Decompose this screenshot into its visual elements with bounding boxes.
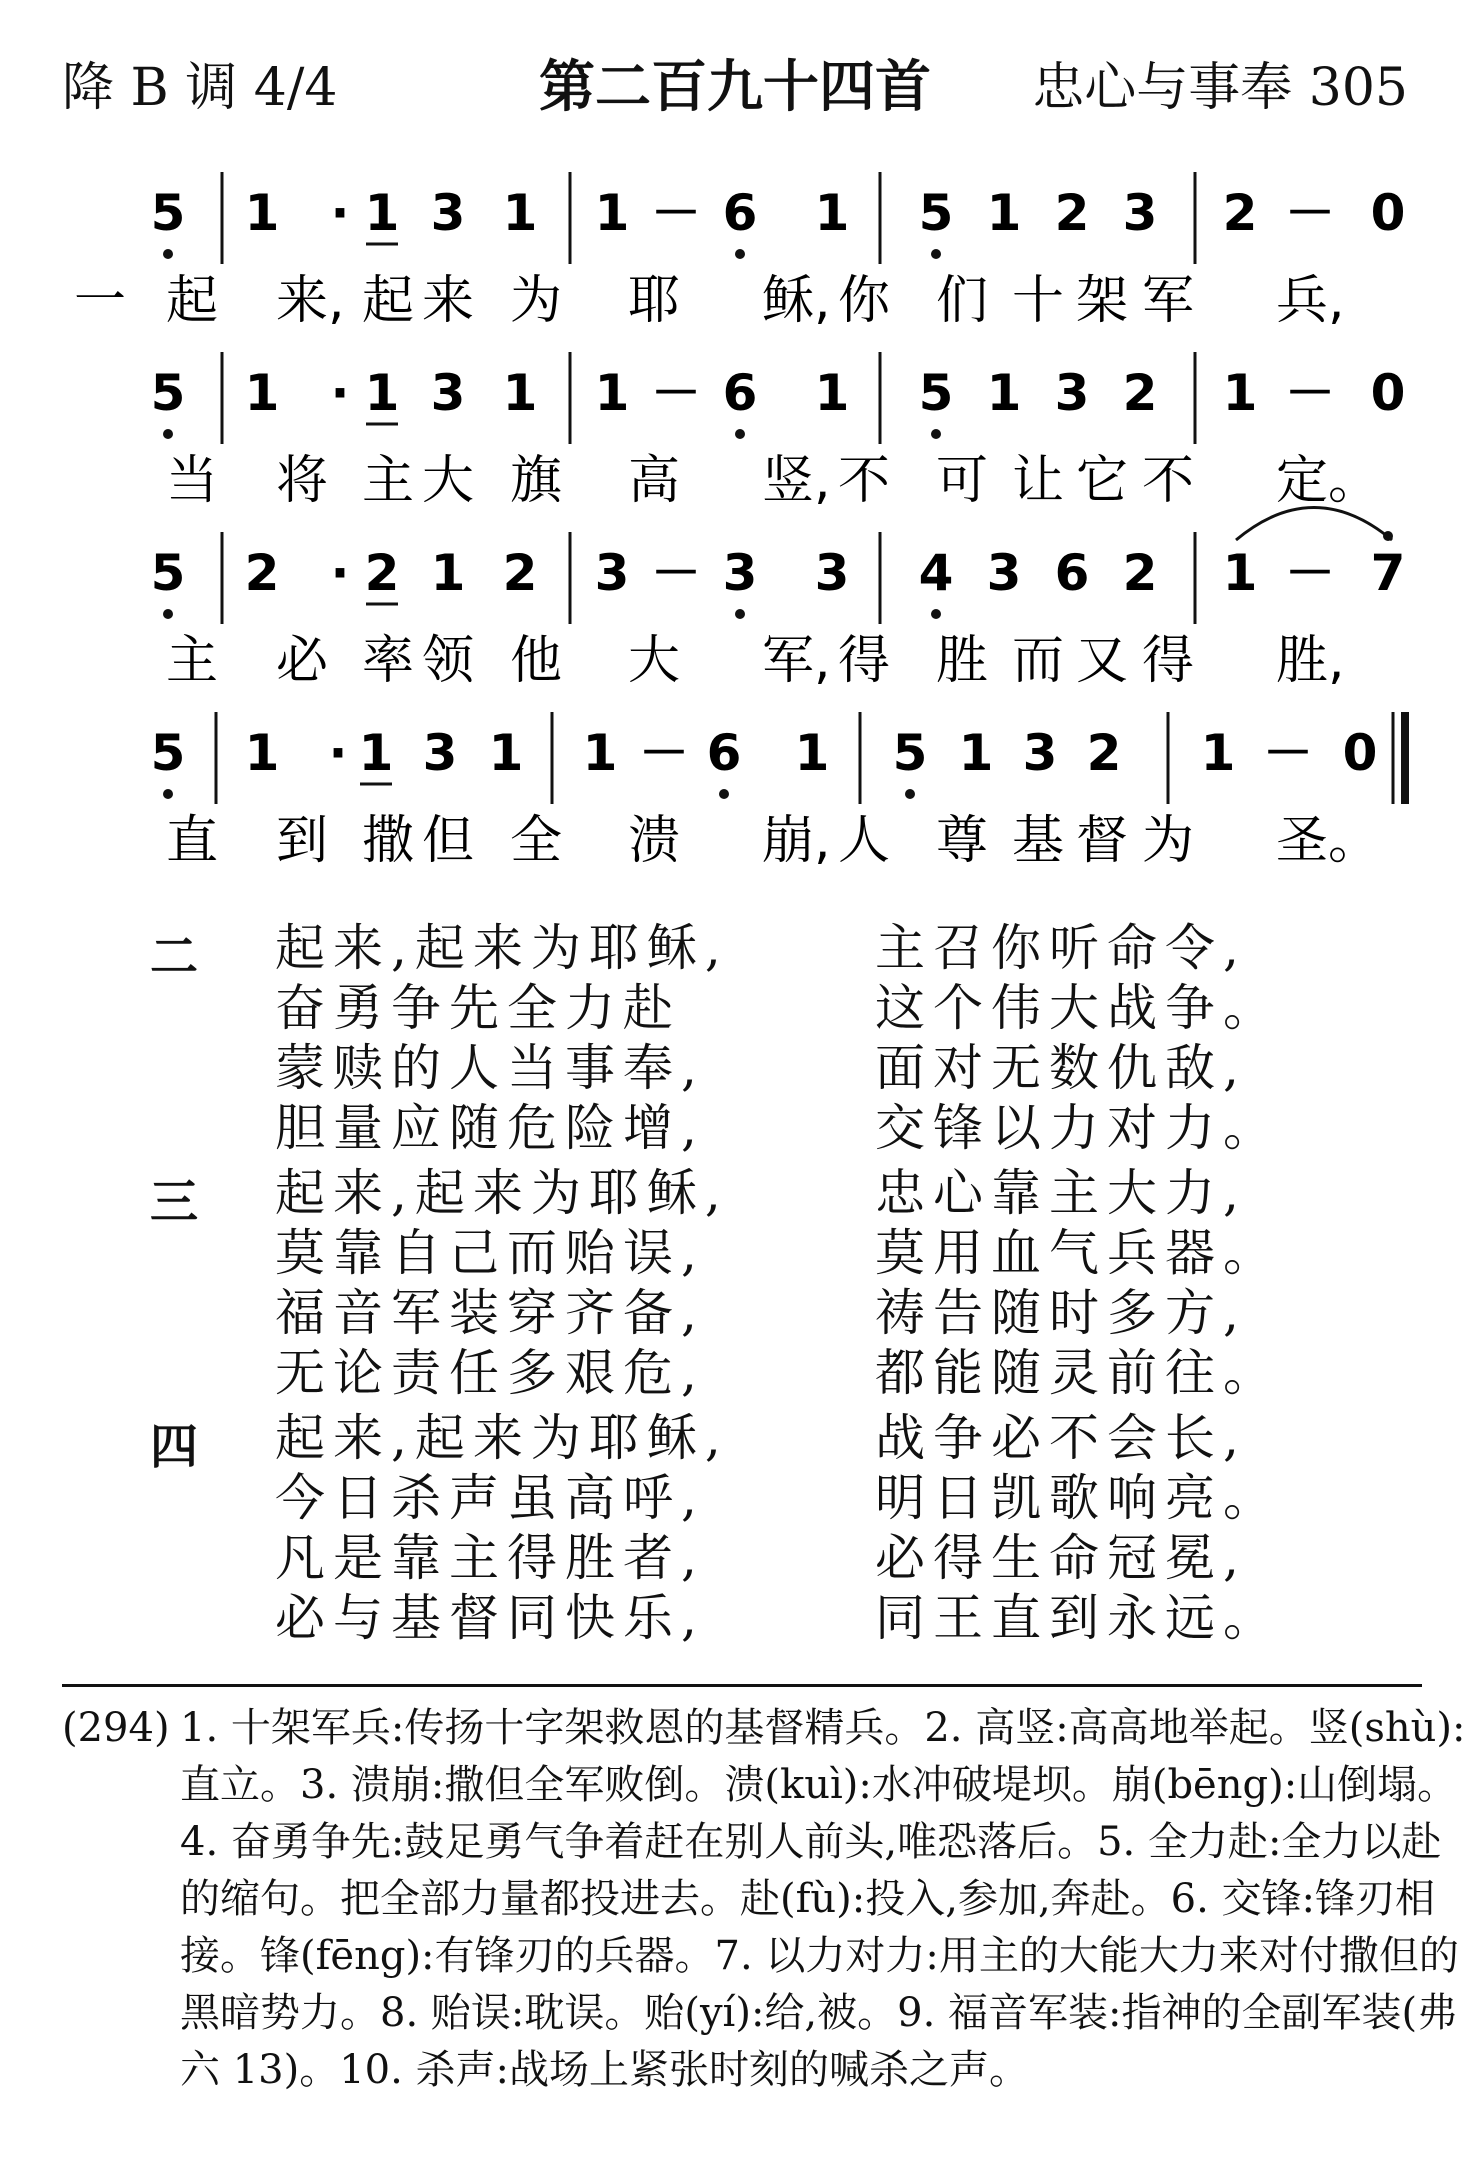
note: 0 [1370,184,1406,242]
lyric-syllable: 督 [1076,811,1129,871]
verse-block [150,1163,1350,1403]
note: 1 [986,184,1022,242]
notes-divider [62,1684,1422,1687]
lyric-syllable: 主 [166,631,219,691]
lyric-syllable: 胜, [1276,631,1345,691]
note: 2 [1086,724,1122,782]
low-octave-dot [735,429,745,439]
note: 1 [430,544,466,602]
note: 5 [918,364,954,422]
note: 3 [722,544,758,602]
note: 1 [244,724,280,782]
pickup-note: 5 [150,184,186,242]
lyric-syllable: 起 [362,271,415,331]
footnotes-text: 1. 十架军兵:传扬十字架救恩的基督精兵。2. 高竖:高高地举起。竖(shù):直立。3. 溃崩:撒但全军败倒。溃(kuì):水冲破堤坝。崩(bēng):山倒塌。4. 奋勇争先:鼓足勇气争着赶在别人前头,唯恐落后。5. 全力赴:全力以赴的缩句。把全部力量都投进去。赴(fù):投入,参加,奔赴。6. 交锋:锋刃相接。锋(fēng):有锋刃的兵器。7. 以力对力:用主的大能大力来对付撒但的黑暗势力。8. 贻误:耽误。贻(yí):给,被。9. 福音军装:指神的全副军装(弗六 13)。10. 杀声:战场上紧张时刻的喊杀之声。 [180,1705,1466,2093]
note: 1 [1222,364,1258,422]
verse-line-first-half: 胆量应随危险增, [275,1099,705,1157]
lyric-syllable: 为 [1142,811,1195,871]
dot-mark: · [330,544,350,602]
note: 1 [958,724,994,782]
verse-line-first-half: 起来,起来为耶稣, [275,1164,729,1222]
note: 2 [364,544,400,602]
verse-number: 三 [150,1174,199,1230]
lyric-syllable: 来, [276,271,345,331]
score-notation [0,0,1470,900]
verse-line-second-half: 忠心靠主大力, [875,1164,1247,1222]
dot-mark: · [328,724,348,782]
verse-line-second-half: 这个伟大战争。 [875,979,1281,1037]
note: 1 [502,184,538,242]
lyric-syllable: 崩, [762,811,831,871]
lyric-syllable: 耶 [628,271,681,331]
verse-line-second-half: 莫用血气兵器。 [875,1224,1281,1282]
lyric-syllable: 而 [1012,631,1065,691]
note: 1 [488,724,524,782]
low-octave-dot [905,789,915,799]
verse-line-second-half: 祷告随时多方, [875,1284,1247,1342]
note: 3 [814,544,850,602]
lyric-syllable: 得 [1142,631,1195,691]
low-octave-dot [163,429,173,439]
lyric-syllable: 不 [838,451,891,511]
lyric-syllable: 它 [1076,451,1129,511]
verse-marker: 一 [73,271,127,331]
verse-line-second-half: 战争必不会长, [875,1409,1247,1467]
note: 3 [986,544,1022,602]
note: 1 [1222,544,1258,602]
note: 1 [244,184,280,242]
lyric-syllable: 胜 [936,631,989,691]
verse-line-second-half: 交锋以力对力。 [875,1099,1281,1157]
note: 1 [594,364,630,422]
lyric-syllable: 又 [1076,631,1129,691]
verse-line [150,1343,1350,1403]
lyric-syllable: 主 [362,451,415,511]
dash-mark: － [1285,184,1335,242]
low-octave-dot [719,789,729,799]
hymn-title: 第二百九十四首 [539,55,931,120]
dash-mark: － [639,724,689,782]
note: 0 [1370,364,1406,422]
verse-line [150,978,1350,1038]
note: 3 [422,724,458,782]
verse-line-first-half: 今日杀声虽高呼, [275,1469,705,1527]
low-octave-dot [163,609,173,619]
low-octave-dot [931,429,941,439]
lyric-syllable: 必 [276,631,329,691]
note: 3 [430,184,466,242]
verse-block [150,918,1350,1158]
low-octave-dot [735,609,745,619]
verse-line [150,1588,1350,1648]
low-octave-dot [163,789,173,799]
verse-line-first-half: 福音军装穿齐备, [275,1284,705,1342]
lyric-syllable: 为 [510,271,563,331]
low-octave-dot [735,249,745,259]
dash-mark: － [651,184,701,242]
verse-line [150,1163,1350,1223]
verse-line-first-half: 莫靠自己而贻误, [275,1224,705,1282]
note: 2 [1054,184,1090,242]
lyric-syllable: 基 [1012,811,1065,871]
verse-line [150,1223,1350,1283]
lyric-syllable: 将 [276,451,329,511]
lyric-syllable: 大 [628,631,681,691]
note: 2 [1222,184,1258,242]
lyric-syllable: 到 [276,811,329,871]
verse-line [150,918,1350,978]
verse-line-first-half: 起来,起来为耶稣, [275,919,729,977]
note: 2 [1122,364,1158,422]
note: 1 [502,364,538,422]
lyric-syllable: 十 [1012,271,1065,331]
verse-line-second-half: 主召你听命令, [875,919,1247,977]
note: 7 [1370,544,1406,602]
note: 6 [722,364,758,422]
dash-mark: － [651,544,701,602]
lyric-syllable: 架 [1076,271,1129,331]
verse-line-first-half: 奋勇争先全力赴 [275,979,681,1037]
lyric-syllable: 全 [510,811,563,871]
lyric-syllable: 但 [422,811,475,871]
note: 4 [918,544,954,602]
lyric-syllable: 溃 [628,811,681,871]
verse-line-first-half: 无论责任多艰危, [275,1344,705,1402]
footnotes-number: (294) [62,1705,170,1751]
note: 5 [918,184,954,242]
tie-slur [1236,508,1392,541]
verse-line-second-half: 都能随灵前往。 [875,1344,1281,1402]
note: 2 [502,544,538,602]
lyric-syllable: 兵, [1276,271,1345,331]
verse-line-second-half: 必得生命冠冕, [875,1529,1247,1587]
lyric-syllable: 当 [166,451,219,511]
key-signature: 降 B 调 4/4 [62,58,338,118]
verse-line [150,1283,1350,1343]
lyric-syllable: 稣, [762,271,831,331]
lyric-syllable: 大 [422,451,475,511]
dash-mark: － [1263,724,1313,782]
verse-line-first-half: 凡是靠主得胜者, [275,1529,705,1587]
verse-line [150,1528,1350,1588]
dash-mark: － [1285,364,1335,422]
low-octave-dot [163,249,173,259]
lyric-syllable: 可 [936,451,989,511]
lyric-syllable: 撒 [362,811,415,871]
note: 1 [794,724,830,782]
verse-line-second-half: 面对无数仇敌, [875,1039,1247,1097]
lyric-syllable: 得 [838,631,891,691]
verse-line-first-half: 蒙赎的人当事奉, [275,1039,705,1097]
verse-line [150,1038,1350,1098]
lyric-syllable: 军 [1142,271,1195,331]
verse-line [150,1098,1350,1158]
pickup-note: 5 [150,544,186,602]
lyric-syllable: 他 [510,631,563,691]
note: 6 [1054,544,1090,602]
lyric-syllable: 高 [628,451,681,511]
note: 1 [1200,724,1236,782]
verse-line-first-half: 必与基督同快乐, [275,1589,705,1647]
note: 1 [594,184,630,242]
verse-line-second-half: 明日凯歌响亮。 [875,1469,1281,1527]
lyric-syllable: 起 [166,271,219,331]
verse-number: 四 [150,1419,199,1475]
note: 1 [364,184,400,242]
hymn-source: 忠心与事奉 305 [1032,58,1408,118]
note: 3 [1022,724,1058,782]
note: 1 [582,724,618,782]
dash-mark: － [1285,544,1335,602]
lyric-syllable: 率 [362,631,415,691]
note: 1 [814,364,850,422]
lyric-syllable: 尊 [936,811,989,871]
lyric-syllable: 军, [762,631,831,691]
lyric-syllable: 领 [422,631,475,691]
verse-line-second-half: 同王直到永远。 [875,1589,1281,1647]
lyric-syllable: 人 [838,811,891,871]
note: 1 [986,364,1022,422]
note: 3 [594,544,630,602]
note: 2 [1122,544,1158,602]
note: 2 [244,544,280,602]
verse-number: 二 [150,929,199,985]
note: 0 [1342,724,1378,782]
note: 6 [722,184,758,242]
lyric-syllable: 你 [838,271,891,331]
note: 3 [1054,364,1090,422]
note: 6 [706,724,742,782]
lyric-syllable: 们 [936,271,989,331]
low-octave-dot [931,609,941,619]
note: 3 [430,364,466,422]
note: 3 [1122,184,1158,242]
lyric-syllable: 直 [166,811,219,871]
lyric-syllable: 竖, [762,451,831,511]
note: 1 [244,364,280,422]
verse-block [150,1408,1350,1648]
dot-mark: · [330,184,350,242]
note: 1 [358,724,394,782]
lyric-syllable: 不 [1142,451,1195,511]
pickup-note: 5 [150,724,186,782]
dash-mark: － [651,364,701,422]
low-octave-dot [931,249,941,259]
lyric-syllable: 旗 [510,451,563,511]
note: 5 [892,724,928,782]
lyric-syllable: 定。 [1276,451,1381,511]
dot-mark: · [330,364,350,422]
note: 1 [364,364,400,422]
lyric-syllable: 让 [1012,451,1065,511]
verse-line [150,1408,1350,1468]
verse-line [150,1468,1350,1528]
pickup-note: 5 [150,364,186,422]
lyric-syllable: 来 [422,271,475,331]
note: 1 [814,184,850,242]
verse-line-first-half: 起来,起来为耶稣, [275,1409,729,1467]
lyric-syllable: 圣。 [1276,811,1381,871]
